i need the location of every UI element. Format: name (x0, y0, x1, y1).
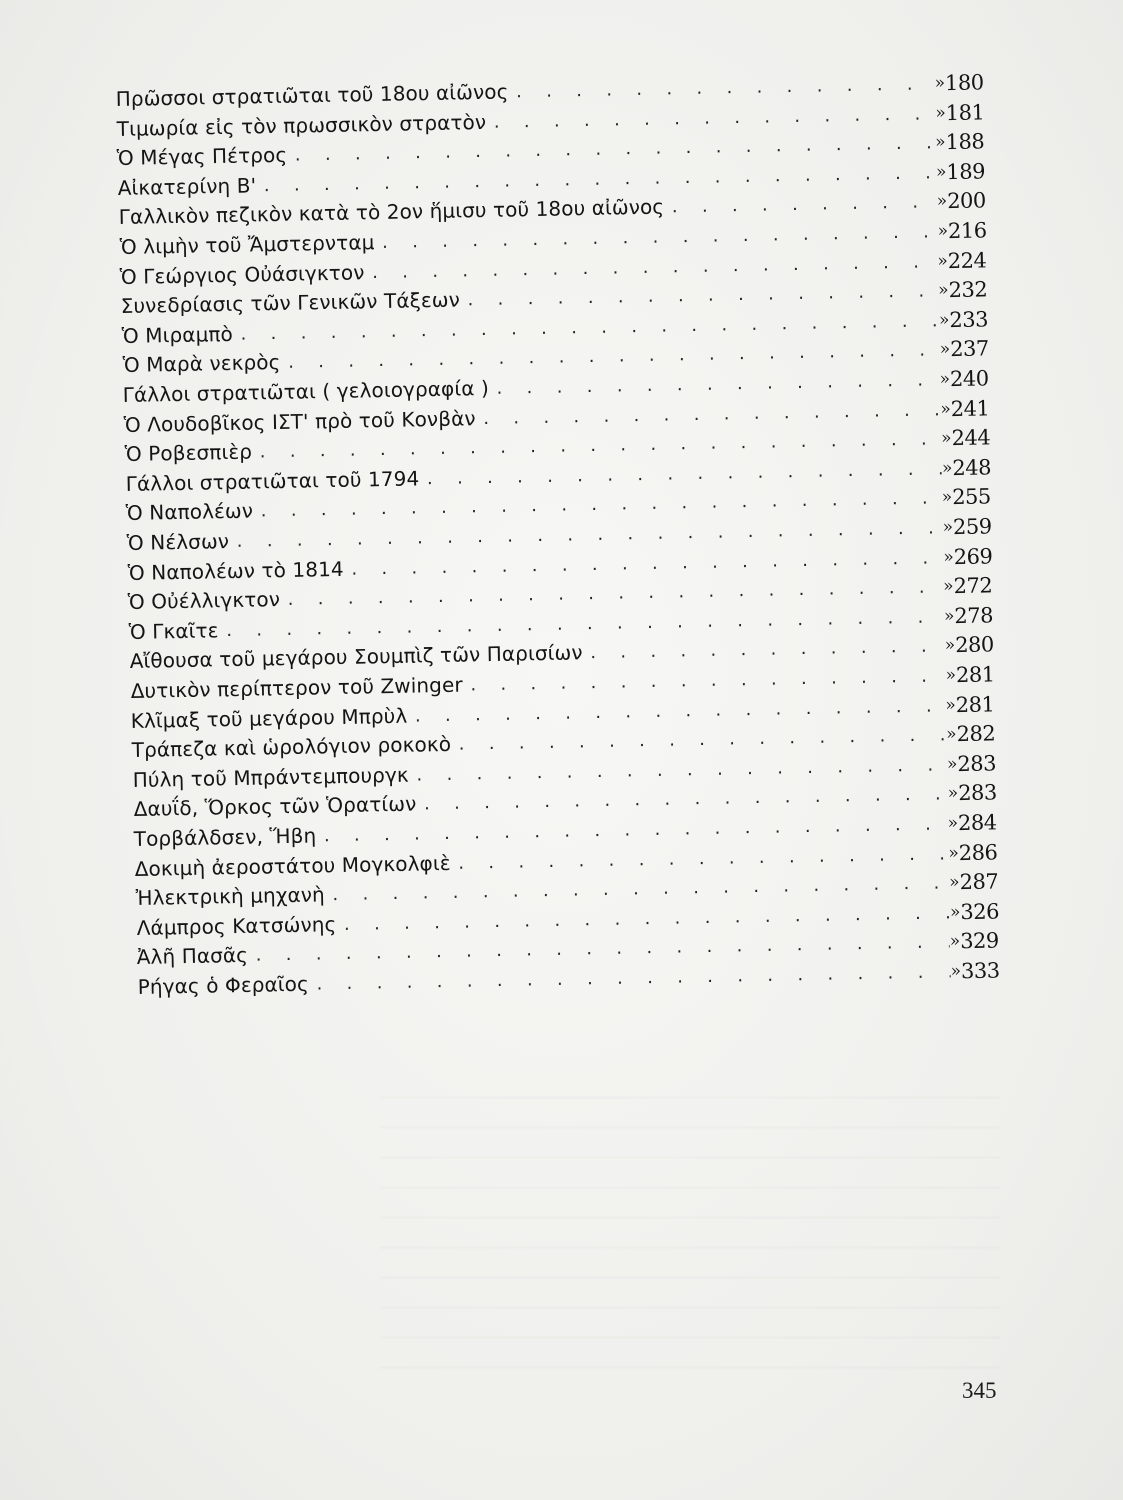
ditto-marker: » (935, 161, 947, 183)
ditto-marker: » (947, 783, 958, 804)
toc-entry-page: 272 (953, 573, 993, 599)
toc-entry-title: Ὁ Γκαῖτε (128, 618, 220, 644)
toc-entry-title: Πρῶσσοι στρατιῶται τοῦ 18ου αἰῶνος (115, 79, 509, 112)
ditto-marker: » (940, 428, 952, 449)
toc-entry-title: Κλῖμαξ τοῦ μεγάρου Μπρὺλ (130, 703, 408, 733)
ditto-marker: » (950, 961, 962, 982)
toc-entry-page: 244 (951, 425, 991, 451)
toc-entry-page: 180 (944, 70, 984, 96)
toc-entry-page: 284 (958, 810, 998, 836)
toc-entry-title: Δοκιμὴ ἀεροστάτου Μογκολφιὲ (134, 850, 451, 881)
toc-entry-title: Ὁ Οὐέλλιγκτον (127, 587, 281, 615)
toc-entry-title: Τορβάλδσεν, Ἥβη (133, 823, 317, 852)
toc-entry-page: 283 (957, 780, 997, 806)
ditto-marker: » (937, 221, 948, 242)
dot-leader (315, 960, 951, 996)
toc-entry-page: 255 (952, 484, 992, 510)
toc-entry-title: Ὁ Μιραμπὸ (121, 321, 233, 348)
toc-entry-title: Τιμωρία εἰς τὸν πρωσσικὸν στρατὸν (116, 109, 487, 141)
ditto-marker: » (934, 102, 946, 123)
ditto-marker: » (943, 576, 955, 597)
ditto-marker: » (939, 339, 950, 360)
toc-entry-page: 269 (953, 543, 993, 569)
ditto-marker: » (937, 250, 949, 271)
toc-entry-page: 287 (959, 869, 999, 895)
toc-entry-title: Ὁ λιμὴν τοῦ Ἄμστερνταμ (119, 230, 375, 260)
ditto-marker: » (945, 665, 956, 686)
toc-entry-page: 240 (950, 366, 990, 392)
toc-entry-title: Πύλη τοῦ Μπράντεμπουργκ (132, 762, 409, 792)
toc-entry-title: Λάμπρος Κατσώνης (136, 911, 337, 940)
toc-entry-page: 278 (954, 603, 994, 628)
toc-entry-page: 241 (950, 395, 990, 421)
toc-entry-title: Συνεδρίασις τῶν Γενικῶν Τάξεων (120, 287, 461, 319)
toc-entry-title: Γάλλοι στρατιῶται ( γελοιογραφία ) (122, 375, 490, 408)
toc-entry-page: 216 (947, 218, 987, 244)
ditto-marker: » (948, 842, 960, 863)
toc-entry-page: 232 (948, 277, 988, 303)
ditto-marker: » (949, 901, 961, 923)
ditto-marker: » (942, 517, 954, 538)
ditto-marker: » (938, 309, 950, 331)
toc-entry-title: Δαυΐδ, Ὅρκος τῶν Ὁρατίων (133, 791, 417, 822)
ditto-marker: » (936, 191, 948, 212)
toc-entry-page: 224 (947, 247, 988, 273)
toc-entry-page: 329 (960, 928, 1000, 954)
toc-entry-title: Ὁ Νέλσων (126, 529, 230, 556)
toc-entry-title: Δυτικὸν περίπτερον τοῦ Zwinger (130, 672, 463, 704)
toc-entry-page: 286 (958, 840, 998, 865)
ditto-marker: » (940, 398, 952, 419)
ditto-marker: » (934, 73, 946, 94)
page-number: 345 (962, 1378, 997, 1403)
toc-entry-title: Ὁ Γεώργιος Οὐάσιγκτον (119, 259, 366, 289)
toc-entry-page: 248 (951, 455, 991, 480)
toc-entry-page: 189 (946, 159, 986, 184)
toc-entry-title: Ὁ Μέγας Πέτρος (116, 142, 288, 171)
toc-entry-page: 188 (945, 129, 985, 155)
toc-entry-title: Ὁ Μαρὰ νεκρὸς (122, 350, 281, 378)
toc-entry-page: 259 (952, 514, 992, 540)
ditto-marker: » (938, 280, 949, 301)
toc-entry-title: Αἴθουσα τοῦ μεγάρου Σουμπὶζ τῶν Παρισίων (129, 640, 583, 674)
toc-entry-page: 237 (949, 336, 989, 362)
show-through-shadow (380, 1070, 1000, 1370)
ditto-marker: » (941, 487, 953, 508)
ditto-marker: » (947, 813, 959, 834)
ditto-marker: » (946, 753, 958, 775)
toc-entry-title: Γαλλικὸν πεζικὸν κατὰ τὸ 2ον ἥμισυ τοῦ 18ου αἰῶνος (118, 194, 665, 230)
toc-entry-page: 281 (955, 662, 995, 688)
toc-entry-title: Γάλλοι στρατιῶται τοῦ 1794 (125, 466, 420, 496)
toc-entry-page: 200 (946, 188, 986, 214)
toc-entry-title: Ὁ Ναπολέων (125, 498, 254, 526)
toc-entry-title: Τράπεζα καὶ ὡρολόγιον ροκοκὸ (131, 732, 452, 763)
toc-entry-page: 333 (960, 958, 1000, 984)
ditto-marker: » (942, 546, 954, 567)
toc-entry-page: 282 (956, 721, 996, 747)
toc-entry-title: Αἰκατερίνη Β' (117, 173, 257, 200)
ditto-marker: » (941, 457, 953, 479)
ditto-marker: » (945, 694, 957, 715)
toc-entry-page: 326 (959, 899, 999, 924)
toc-entry-title: Ἠλεκτρικὴ μηχανὴ (135, 882, 325, 911)
ditto-marker: » (948, 872, 960, 893)
toc-entry-title: Ὁ Ναπολέων τὸ 1814 (127, 556, 344, 585)
toc-entry-title: Ὁ Ροβεσπιὲρ (124, 439, 253, 467)
toc-entry-page: 181 (945, 99, 985, 125)
toc-entry-title: Ἀλῆ Πασᾶς (136, 943, 249, 970)
toc-entry-page: 280 (954, 632, 994, 658)
toc-entry-page: 233 (949, 307, 989, 332)
ditto-marker: » (949, 931, 961, 952)
toc-entry-page: 283 (957, 751, 997, 776)
ditto-marker: » (935, 132, 947, 153)
ditto-marker: » (944, 635, 956, 656)
toc-entry-title: Ρήγας ὁ Φεραῖος (137, 971, 310, 1000)
ditto-marker: » (939, 369, 951, 390)
ditto-marker: » (943, 605, 955, 627)
toc-entry-title: Ὁ Λουδοβῖκος ΙΣΤ' πρὸ τοῦ Κονβὰν (123, 405, 476, 437)
toc-entry-page: 281 (955, 692, 996, 717)
ditto-marker: » (946, 724, 957, 745)
